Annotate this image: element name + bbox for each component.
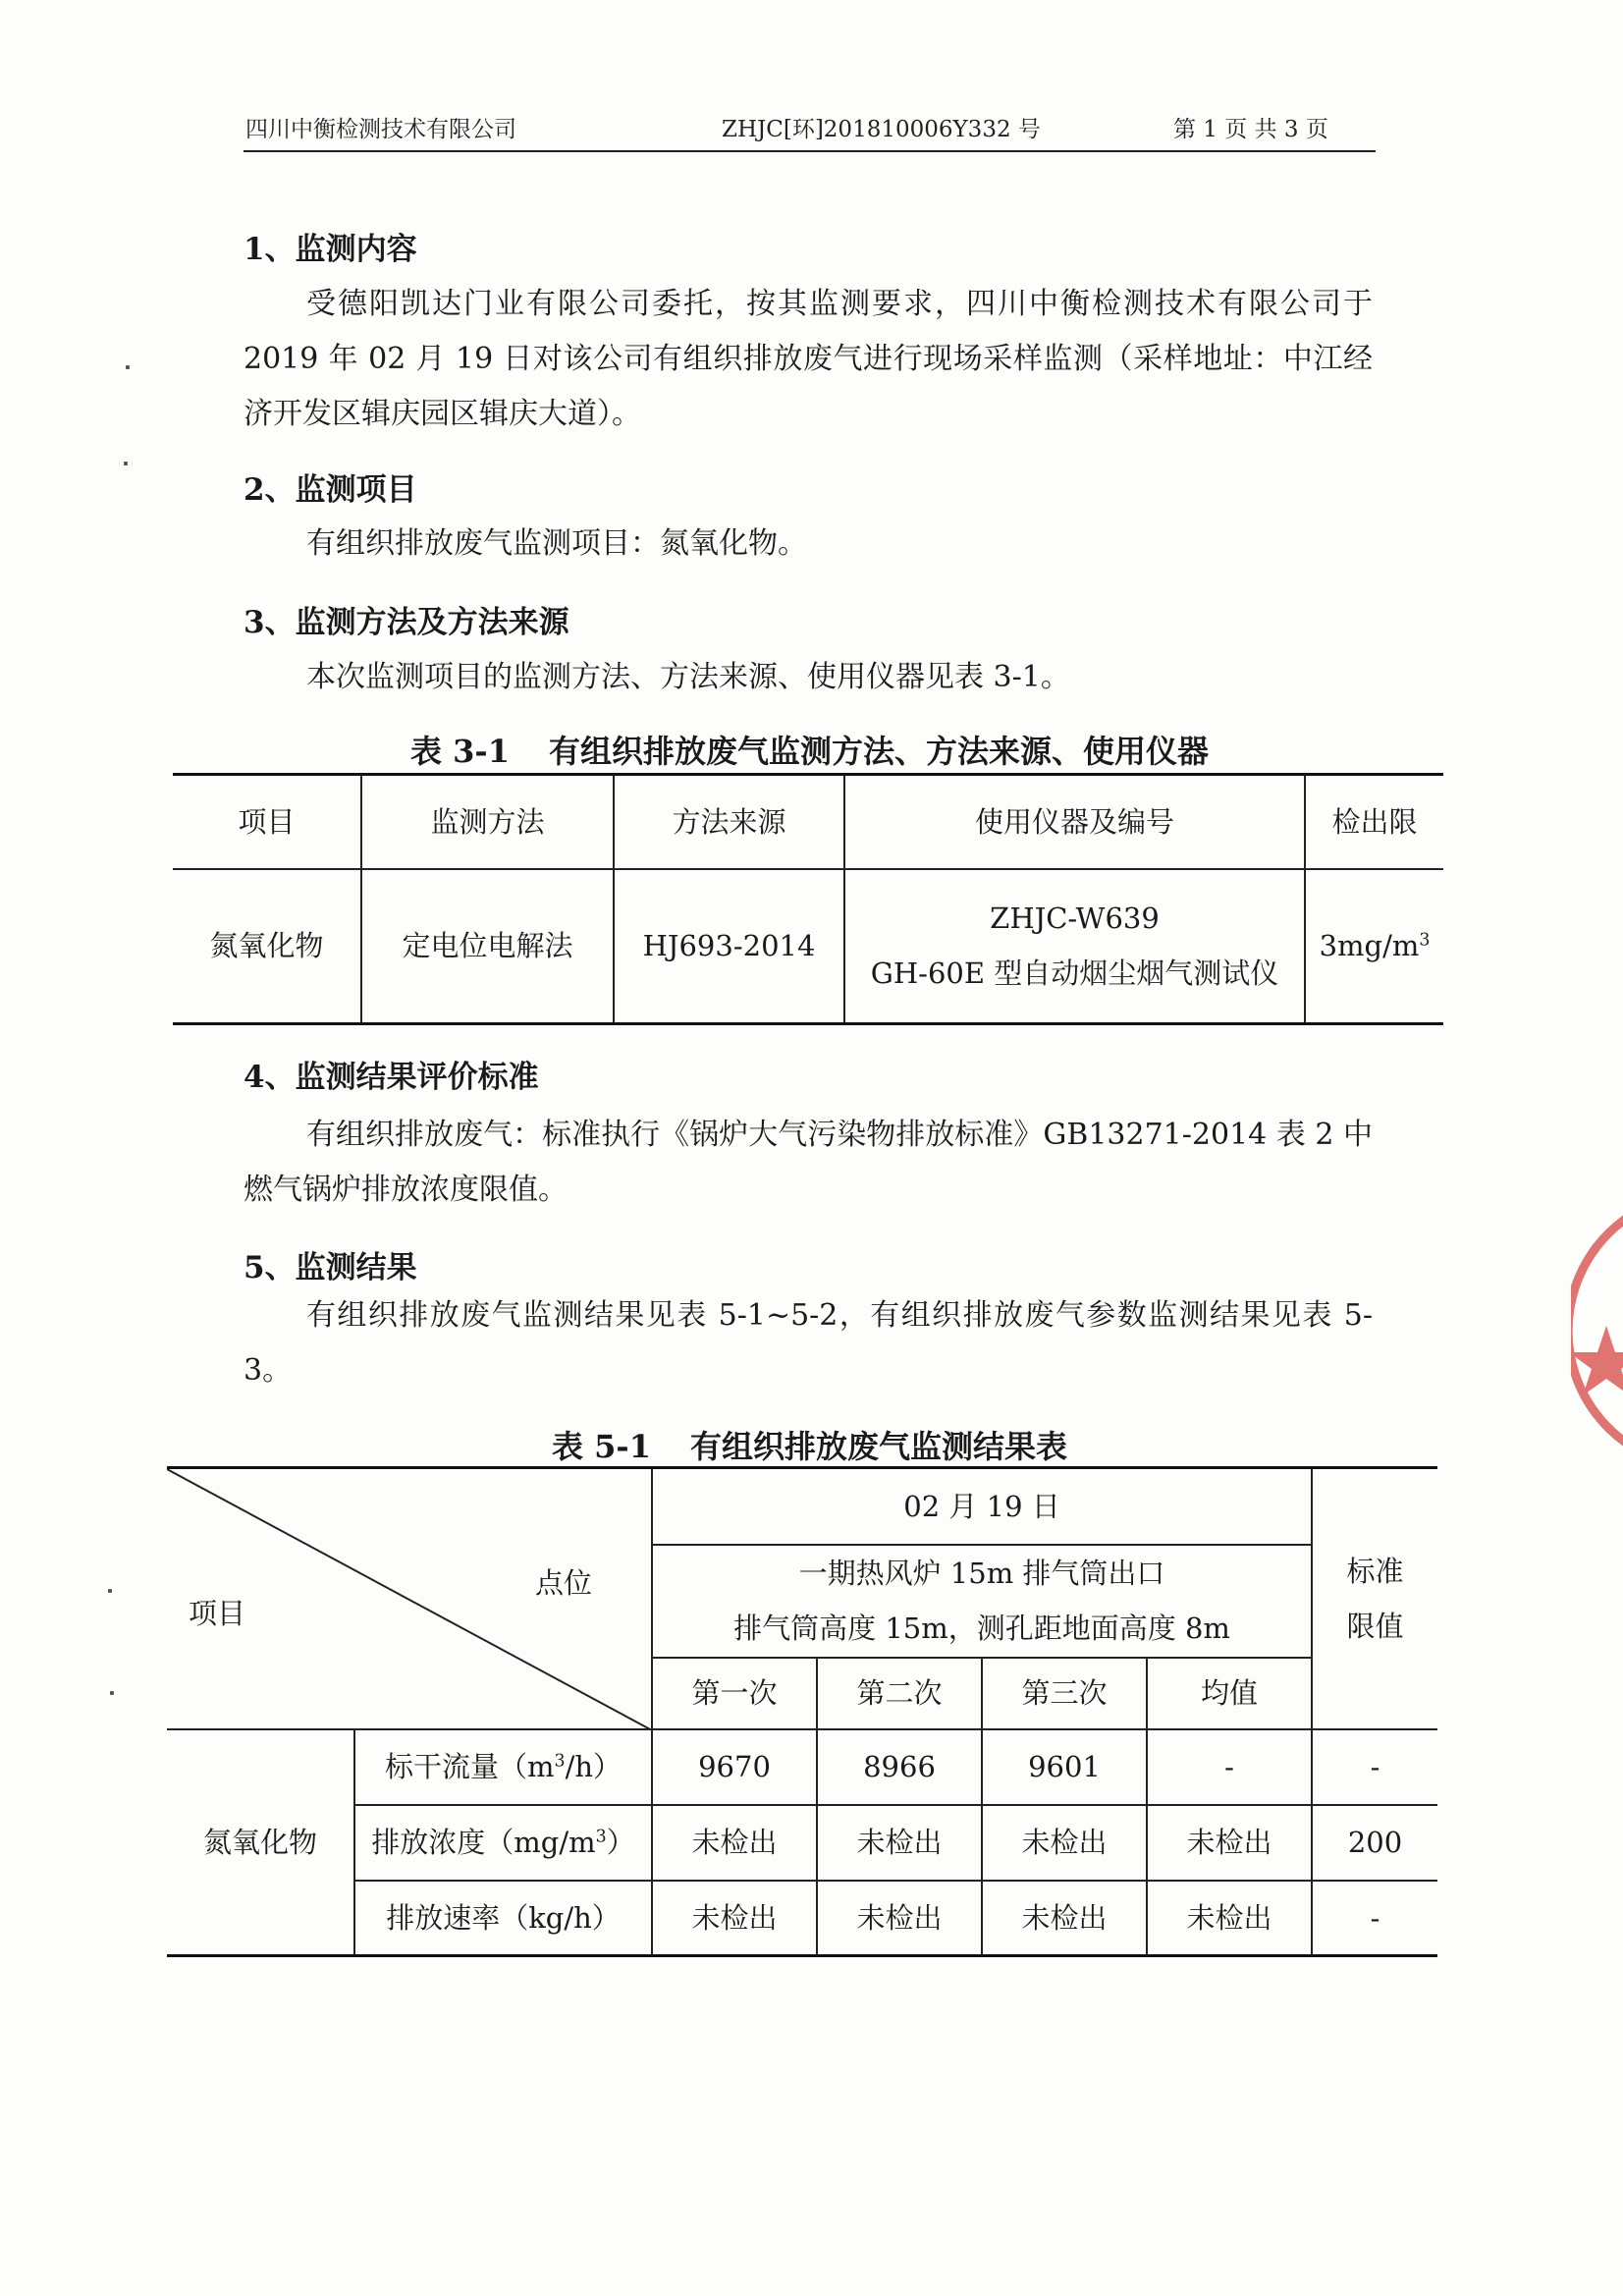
instrument-name: GH-60E 型自动烟尘烟气测试仪 bbox=[870, 957, 1279, 991]
table-3-1-caption-number: 表 3-1 bbox=[410, 733, 510, 770]
location-line-2: 排气筒高度 15m，测孔距地面高度 8m bbox=[733, 1612, 1230, 1645]
cell-value: 未检出 bbox=[817, 1881, 982, 1956]
row-label bbox=[354, 1881, 652, 1956]
diag-label-location: 点位 bbox=[534, 1566, 592, 1600]
table-5-1-caption-title: 有组织排放废气监测结果表 bbox=[689, 1428, 1067, 1465]
table-row bbox=[167, 1881, 1437, 1956]
scan-speck bbox=[110, 1691, 114, 1695]
cell-average: 未检出 bbox=[1147, 1881, 1312, 1956]
section-2-text: 有组织排放废气监测项目：氮氧化物。 bbox=[306, 526, 807, 561]
detection-limit-sup: 3 bbox=[1419, 930, 1431, 951]
section-2-heading: 2、监测项目 bbox=[243, 472, 417, 508]
section-5-text: 有组织排放废气监测结果见表 5-1~5-2，有组织排放废气参数监测结果见表 5-3。 bbox=[243, 1298, 1373, 1388]
cell-source: HJ693-2014 bbox=[614, 869, 844, 1024]
table-3-1-caption-title: 有组织排放废气监测方法、方法来源、使用仪器 bbox=[548, 733, 1209, 770]
row-label-text: 排放浓度（mg/m bbox=[371, 1825, 596, 1859]
scan-speck bbox=[108, 1589, 112, 1593]
table-3-1-header: 检出限 bbox=[1305, 775, 1443, 869]
sub-header: 均值 bbox=[1147, 1658, 1312, 1729]
row-label-sup: 3 bbox=[554, 1751, 566, 1772]
table-3-1-header-row bbox=[173, 775, 1443, 869]
sub-header: 第三次 bbox=[982, 1658, 1147, 1729]
instrument-number: ZHJC-W639 bbox=[990, 902, 1160, 936]
section-5-heading: 5、监测结果 bbox=[243, 1250, 417, 1285]
cell-standard: 200 bbox=[1312, 1805, 1437, 1881]
row-label bbox=[354, 1729, 652, 1805]
cell-standard: - bbox=[1312, 1729, 1437, 1805]
cell-standard: - bbox=[1312, 1881, 1437, 1956]
company-seal-icon bbox=[1571, 1193, 1623, 1468]
table-diagonal-header bbox=[167, 1468, 652, 1729]
cell-value: 未检出 bbox=[652, 1881, 817, 1956]
cell-value: 未检出 bbox=[982, 1805, 1147, 1881]
cell-value: 8966 bbox=[817, 1729, 982, 1805]
date-header: 02 月 19 日 bbox=[652, 1468, 1312, 1545]
table-3-1-caption bbox=[243, 727, 1376, 772]
cell-value: 未检出 bbox=[982, 1881, 1147, 1956]
scan-speck bbox=[126, 365, 130, 369]
row-label-text: 标干流量（m bbox=[384, 1749, 555, 1783]
cell-value: 9670 bbox=[652, 1729, 817, 1805]
standard-limit-header bbox=[1312, 1468, 1437, 1729]
table-row bbox=[173, 869, 1443, 1024]
cell-average: - bbox=[1147, 1729, 1312, 1805]
cell-average: 未检出 bbox=[1147, 1805, 1312, 1881]
table-5-1-caption-number: 表 5-1 bbox=[552, 1428, 651, 1465]
standard-limit-text: 标准限值 bbox=[1346, 1554, 1404, 1643]
location-line-1: 一期热风炉 15m 排气筒出口 bbox=[798, 1557, 1165, 1590]
table-3-1-header: 使用仪器及编号 bbox=[844, 775, 1305, 869]
section-4-text: 有组织排放废气：标准执行《锅炉大气污染物排放标准》GB13271-2014 表 2 中燃气锅炉排放浓度限值。 bbox=[243, 1118, 1373, 1207]
row-label bbox=[354, 1805, 652, 1881]
location-header bbox=[652, 1545, 1312, 1658]
table-5-1-caption bbox=[243, 1422, 1376, 1467]
header-report-number: ZHJC[环]201810006Y332 号 bbox=[722, 117, 1041, 142]
table-3-1-header: 方法来源 bbox=[614, 775, 844, 869]
cell-instrument bbox=[844, 869, 1305, 1024]
detection-limit-value: 3mg/m bbox=[1319, 929, 1420, 963]
cell-method: 定电位电解法 bbox=[361, 869, 614, 1024]
section-1-heading: 1、监测内容 bbox=[243, 232, 417, 267]
section-3-heading: 3、监测方法及方法来源 bbox=[243, 605, 569, 640]
table-3-1-header: 项目 bbox=[173, 775, 361, 869]
scan-speck bbox=[124, 462, 128, 465]
row-label-unit: /h） bbox=[565, 1749, 622, 1783]
cell-item: 氮氧化物 bbox=[173, 869, 361, 1024]
row-label-unit: ） bbox=[606, 1825, 635, 1859]
cell-value: 未检出 bbox=[652, 1805, 817, 1881]
row-label-text: 排放速率（kg/h） bbox=[386, 1900, 621, 1935]
sub-header: 第二次 bbox=[817, 1658, 982, 1729]
header-rule bbox=[243, 150, 1376, 152]
cell-detection-limit bbox=[1305, 869, 1443, 1024]
table-3-1-header: 监测方法 bbox=[361, 775, 614, 869]
sub-header: 第一次 bbox=[652, 1658, 817, 1729]
table-row bbox=[167, 1805, 1437, 1881]
header-page-number: 第 1 页 共 3 页 bbox=[1173, 117, 1328, 142]
cell-value: 9601 bbox=[982, 1729, 1147, 1805]
cell-value: 未检出 bbox=[817, 1805, 982, 1881]
header-company: 四川中衡检测技术有限公司 bbox=[245, 117, 516, 142]
table-3-1 bbox=[173, 773, 1443, 1025]
table-5-1 bbox=[167, 1466, 1437, 1957]
section-3-text: 本次监测项目的监测方法、方法来源、使用仪器见表 3-1。 bbox=[306, 660, 1070, 694]
table-row bbox=[167, 1729, 1437, 1805]
row-label-sup: 3 bbox=[595, 1827, 607, 1847]
pollutant-name: 氮氧化物 bbox=[167, 1729, 354, 1956]
diag-label-item: 项目 bbox=[189, 1597, 246, 1631]
section-4-heading: 4、监测结果评价标准 bbox=[243, 1060, 539, 1095]
section-1-text: 受德阳凯达门业有限公司委托，按其监测要求，四川中衡检测技术有限公司于 2019 年 02 月 19 日对该公司有组织排放废气进行现场采样监测（采样地址：中江经济开发区辑庆园区辑庆大道）。 bbox=[243, 287, 1373, 431]
